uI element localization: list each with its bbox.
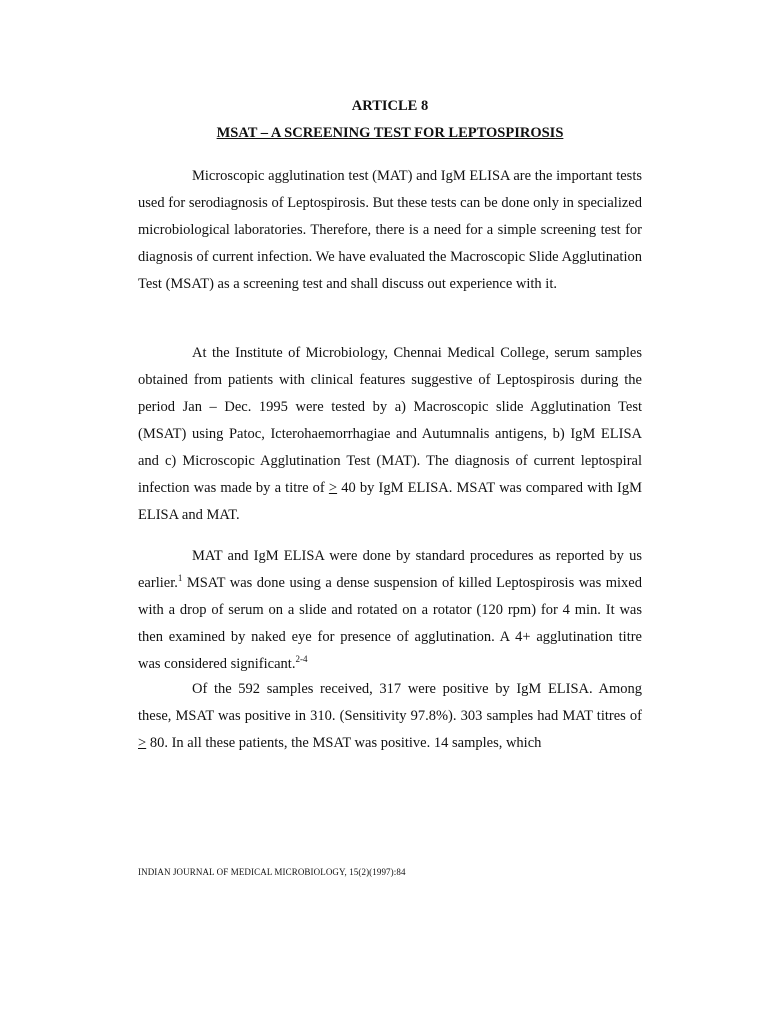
paragraph-text: 80. In all these patients, the MSAT was positive. 14 samples, which xyxy=(146,735,542,751)
article-title: MSAT – A SCREENING TEST FOR LEPTOSPIROSIS xyxy=(216,125,564,141)
paragraph-text: 40 by IgM ELISA. MSAT was compared with IgM ELISA and MAT. xyxy=(138,480,642,523)
paragraph-text: MSAT was done using a dense suspension of killed Leptospirosis was mixed with a drop of serum on a slide and rotated on a rotator (120 rpm) for 4 min. It was then examined by naked eye for presence of agglutination. A 4+ agglutination titre was considered significant. xyxy=(138,575,642,672)
paragraph-text: At the Institute of Microbiology, Chennai Medical College, serum samples obtained from patients with clinical features suggestive of Leptospirosis during the period Jan – Dec. 1995 were tested by a) Macroscopic slide Agglutination Test (MSAT) using Patoc, Icterohaemorrhagiae and Autumnalis antigens, b) IgM ELISA and c) Microscopic Agglutination Test (MAT). The diagnosis of current leptospiral infection was made by a titre of xyxy=(138,345,642,496)
paragraph-results xyxy=(138,676,642,757)
paragraph-intro: Microscopic agglutination test (MAT) and IgM ELISA are the important tests used for serodiagnosis of Leptospirosis. But these tests can be done only in specialized microbiological laboratories. Therefore, there is a need for a simple screening test for diagnosis of current infection. We have evaluated the Macroscopic Slide Agglutination Test (MSAT) as a screening test and shall discuss out experience with it. xyxy=(138,168,642,292)
paragraph-methods-procedure xyxy=(138,543,642,678)
paragraph-methods-setting xyxy=(138,340,642,529)
paragraph-text: Of the 592 samples received, 317 were positive by IgM ELISA. Among these, MSAT was positive in 310. (Sensitivity 97.8%). 303 samples had MAT titres of xyxy=(138,681,642,724)
reference-superscript: 1 xyxy=(177,573,183,583)
paragraph-text: MAT and IgM ELISA were done by standard procedures as reported by us earlier. xyxy=(138,548,642,591)
article-number: ARTICLE 8 xyxy=(351,98,429,114)
journal-footer: INDIAN JOURNAL OF MEDICAL MICROBIOLOGY, 15(2)(1997):84 xyxy=(138,867,406,877)
greater-equal-symbol: > xyxy=(328,480,338,496)
greater-equal-symbol: > xyxy=(138,735,147,751)
reference-superscript: 2-4 xyxy=(295,654,308,664)
